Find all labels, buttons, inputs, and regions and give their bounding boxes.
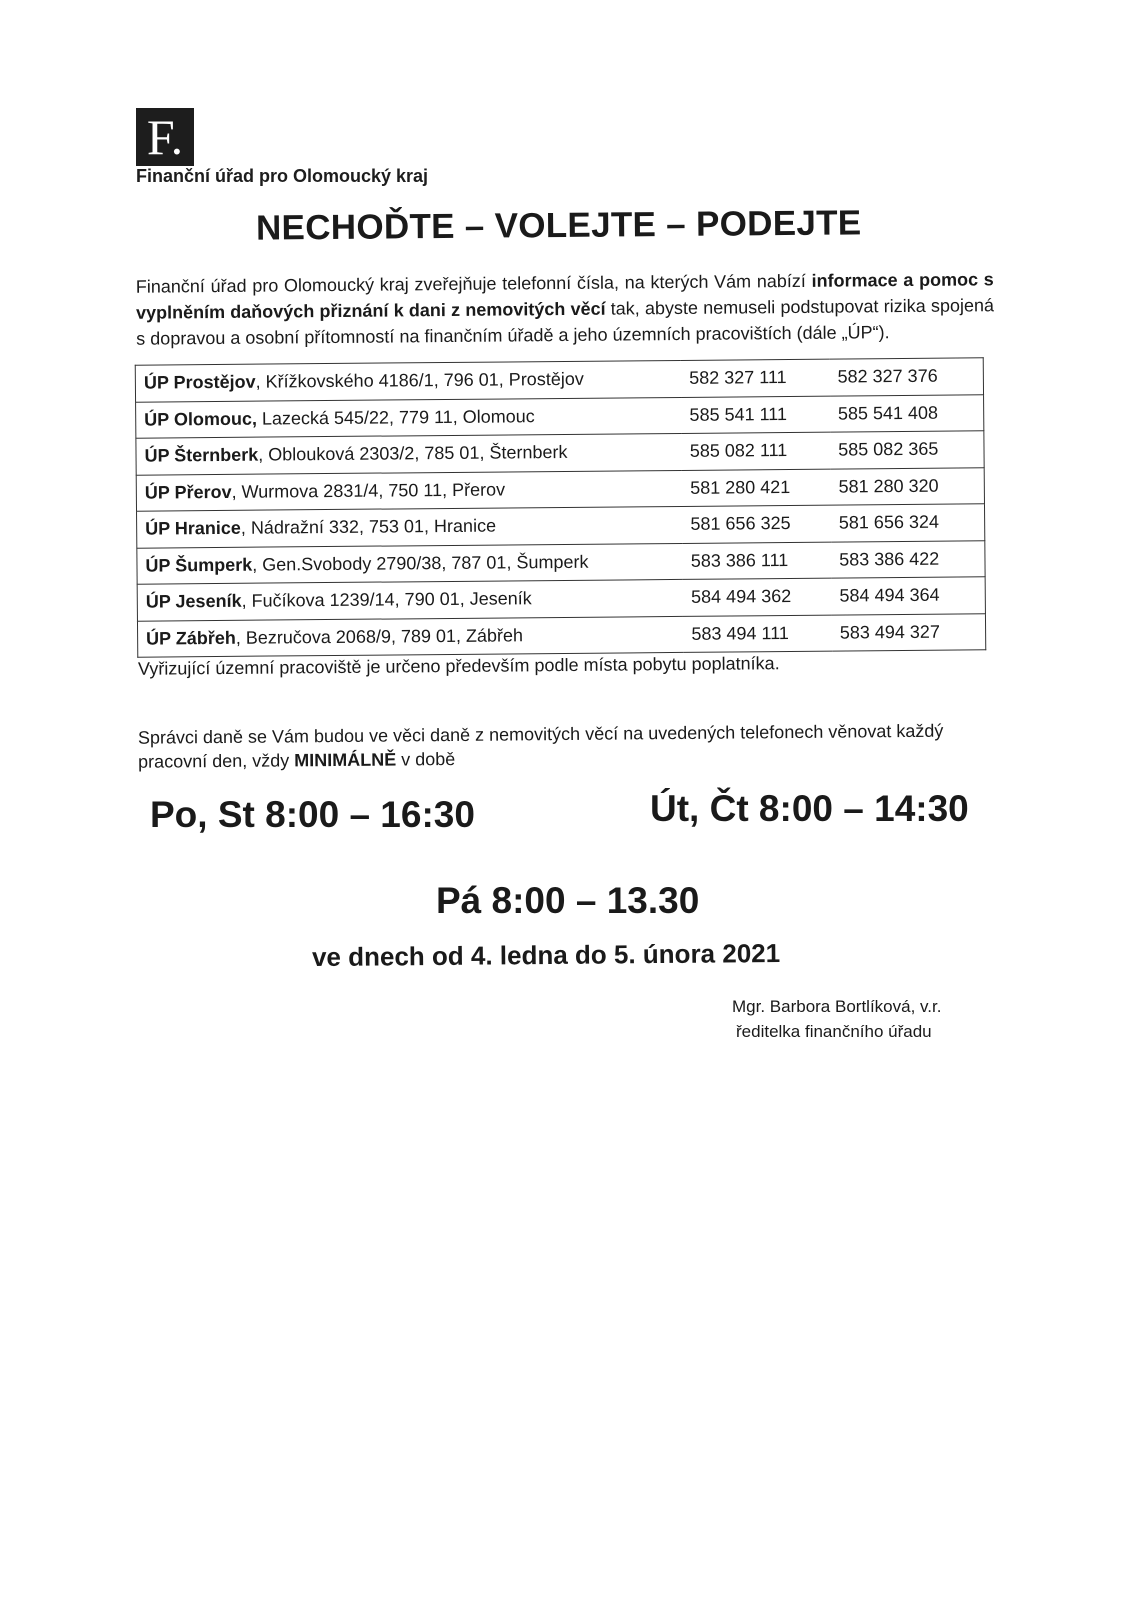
- office-address: , Bezručova 2068/9, 789 01, Zábřeh: [235, 625, 524, 648]
- page-title: NECHOĎTE – VOLEJTE – PODEJTE: [255, 203, 862, 248]
- office-address: , Fučíkova 1239/14, 790 01, Jeseník: [241, 588, 532, 612]
- phone-main: 581 280 421: [682, 469, 831, 507]
- offices-table: [135, 357, 987, 657]
- signature-name: Mgr. Barbora Bortlíková, v.r.: [732, 997, 942, 1016]
- phone-main: 581 656 325: [682, 505, 831, 543]
- office-note: Vyřizující územní pracoviště je určeno především podle místa pobytu poplatníka.: [137, 653, 780, 679]
- office-address: , Oblouková 2303/2, 785 01, Šternberk: [258, 442, 568, 465]
- phone-main: 584 494 362: [683, 578, 832, 616]
- signature-title: ředitelka finančního úřadu: [736, 1022, 932, 1041]
- phone-main: 585 082 111: [682, 432, 831, 470]
- phone-direct: 583 386 422: [831, 540, 985, 578]
- phone-main: 585 541 111: [681, 396, 830, 434]
- intro-text-bold: informace a pomoc s vyplněním daňových přiznání k dani z nemovitých věcí: [135, 269, 994, 323]
- hours-intro-bold: MINIMÁLNĚ: [294, 749, 397, 771]
- office-address: , Nádražní 332, 753 01, Hranice: [240, 515, 497, 539]
- office-cell: [137, 616, 683, 657]
- office-cell: [135, 360, 681, 401]
- office-cell: [137, 543, 683, 584]
- phone-direct: 581 656 324: [831, 504, 985, 542]
- office-address: , Křížkovského 4186/1, 796 01, Prostějov: [255, 369, 584, 392]
- hours-intro-text-1: Správci daně se Vám budou ve věci daně z nemovitých věcí na uvedených telefonech věnovat každý pracovní den, vždy: [137, 720, 944, 772]
- office-address: , Wurmova 2831/4, 750 11, Přerov: [231, 479, 506, 502]
- office-name: ÚP Prostějov: [143, 371, 256, 393]
- hours-intro-text-2: v době: [396, 748, 456, 770]
- table-row: [137, 613, 985, 657]
- office-cell: [136, 433, 682, 474]
- phone-direct: 585 541 408: [830, 394, 984, 432]
- organization-name: Finanční úřad pro Olomoucký kraj: [136, 166, 429, 186]
- phone-direct: 585 082 365: [830, 431, 984, 469]
- office-name: ÚP Šumperk: [145, 554, 253, 576]
- office-cell: [137, 506, 683, 547]
- hours-intro: [138, 718, 998, 774]
- phone-direct: 581 280 320: [830, 467, 984, 505]
- logo: F.: [136, 108, 194, 166]
- intro-text-1: Finanční úřad pro Olomoucký kraj zveřejňuje telefonní čísla, na kterých Vám nabízí: [135, 270, 812, 297]
- phone-direct: 584 494 364: [831, 577, 985, 615]
- office-cell: [137, 579, 683, 620]
- intro-text-2: tak, abyste nemuseli podstupovat rizika spojená s dopravou a osobní přítomností na finančním úřadě a jeho územních pracovištích (dále „ÚP“).: [136, 295, 995, 349]
- signature: [732, 994, 941, 1044]
- office-address: Lazecká 545/22, 779 11, Olomouc: [256, 405, 535, 429]
- hours-mon-wed: Po, St 8:00 – 16:30: [150, 794, 475, 835]
- office-name: ÚP Přerov: [144, 481, 232, 503]
- office-name: ÚP Jeseník: [145, 591, 242, 612]
- hours-fri: Pá 8:00 – 13.30: [436, 880, 700, 921]
- office-name: ÚP Olomouc,: [144, 408, 257, 430]
- office-cell: [136, 397, 682, 438]
- phone-direct: 582 327 376: [829, 358, 983, 396]
- phone-main: 582 327 111: [681, 359, 830, 397]
- phone-main: 583 386 111: [683, 542, 832, 580]
- intro-paragraph: [136, 266, 995, 351]
- office-cell: [136, 470, 682, 511]
- office-name: ÚP Hranice: [145, 518, 241, 539]
- phone-main: 583 494 111: [683, 615, 832, 653]
- office-name: ÚP Šternberk: [144, 444, 259, 466]
- office-name: ÚP Zábřeh: [146, 627, 236, 649]
- hours-tue-thu: Út, Čt 8:00 – 14:30: [650, 788, 969, 829]
- phone-direct: 583 494 327: [832, 613, 986, 651]
- office-address: , Gen.Svobody 2790/38, 787 01, Šumperk: [252, 551, 589, 575]
- date-range: ve dnech od 4. ledna do 5. února 2021: [311, 937, 781, 973]
